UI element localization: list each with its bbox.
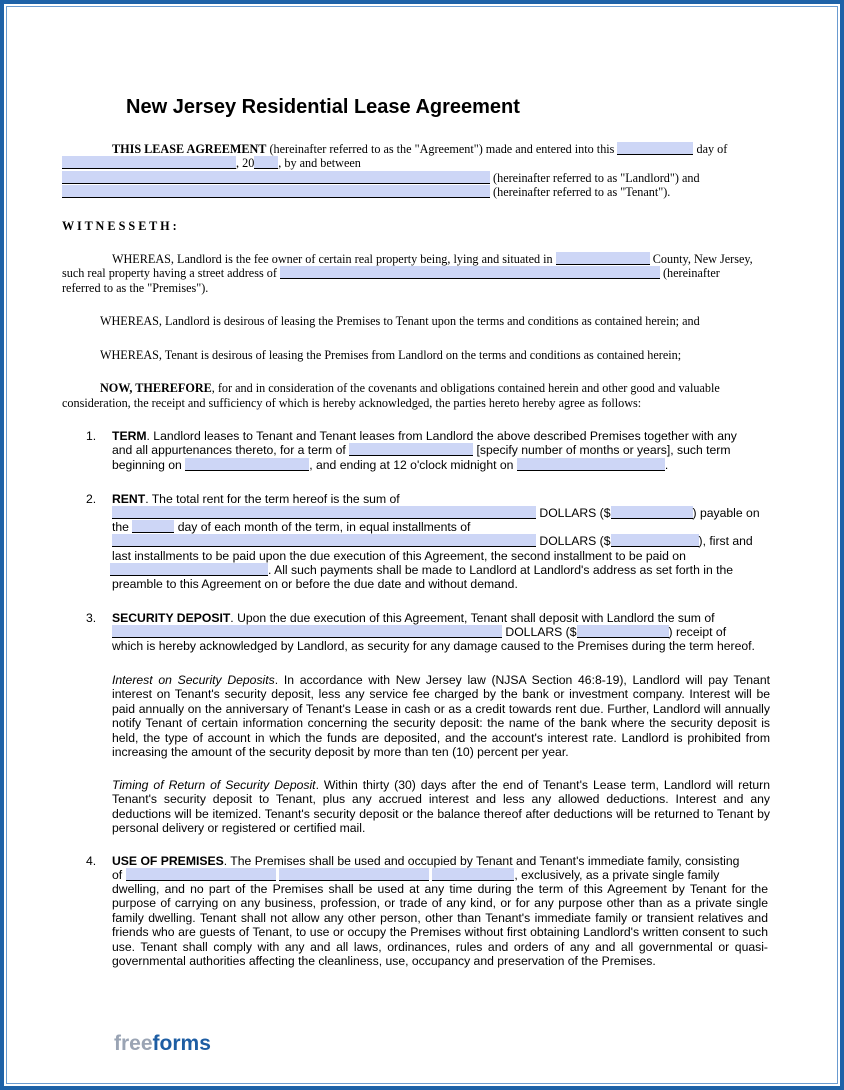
timing-paragraph <box>112 778 770 836</box>
term-line-3 <box>112 458 668 472</box>
rent-number: 2. <box>86 492 97 506</box>
whereas1-text-3: such real property having a street address of <box>62 266 280 280</box>
rent-text-2a: DOLLARS ($ <box>536 506 611 520</box>
use-heading: USE OF PREMISES <box>112 854 224 868</box>
term-heading: TERM <box>112 429 147 443</box>
whereas2-lead: WHEREAS <box>100 314 159 328</box>
intro-line-2 <box>62 156 361 170</box>
whereas1-line-1 <box>112 252 753 266</box>
security-number: 3. <box>86 611 97 625</box>
intro-line-1 <box>112 142 727 156</box>
whereas2-text: , Landlord is desirous of leasing the Premises to Tenant upon the terms and conditions as contained herein; and <box>158 314 700 328</box>
intro-line-3 <box>62 171 700 185</box>
security-deposit-amount-field[interactable] <box>577 625 669 638</box>
use-rest: dwelling, and no part of the Premises shall be used at any time during the term of this Agreement by Tenant for the purpose of carrying on any business, profession, or trade of any kind, or for any purpose other than as a private single family dwelling. Tenant shall not allow any other person, other than Tenant's immediate family or transient relatives and friends who are guests of Tenant, to use or occupy the Premises without first obtaining Landlord's written consent to such use. Tenant shall comply with any and all laws, ordinances, rules and orders of any and all governmental or quasi-governmental authorities affecting the cleanliness, use, occupancy and preservation of the Premises. <box>112 882 768 969</box>
document-title: New Jersey Residential Lease Agreement <box>126 96 520 118</box>
county-field[interactable] <box>556 252 650 265</box>
rent-due-day-field[interactable] <box>132 520 174 533</box>
rent-text-5: last installments to be paid upon the due execution of this Agreement, the second installment to be paid on <box>112 549 686 563</box>
now-therefore-text-2: consideration, the receipt and sufficiency of which is hereby acknowledged, the parties hereto hereby agree as follows: <box>62 396 642 410</box>
term-line-1 <box>112 429 737 443</box>
security-text-3: which is hereby acknowledged by Landlord, as security for any damage caused to the Premises during the term hereof. <box>112 639 755 653</box>
whereas2 <box>100 314 700 328</box>
term-start-date-field[interactable] <box>185 458 309 471</box>
security-line-2 <box>112 625 726 639</box>
use-text-1: . The Premises shall be used and occupied by Tenant and Tenant's immediate family, consisting <box>223 854 740 868</box>
now-therefore-text-1: , for and in consideration of the covenants and obligations contained herein and other good and valuable <box>211 381 720 395</box>
term-text-2b: [specify number of months or years], such term <box>473 443 731 457</box>
whereas1-text-4: (hereinafter <box>659 266 720 280</box>
whereas3-text: , Tenant is desirous of leasing the Premises from Landlord on the terms and conditions as contained herein; <box>158 348 682 362</box>
security-text-2b: ) receipt of <box>668 625 727 639</box>
term-text-3a: beginning on <box>112 458 186 472</box>
rent-text-3b: day of each month of the term, in equal installments of <box>174 520 471 534</box>
rent-line-4 <box>112 534 753 548</box>
interest-paragraph <box>112 673 770 759</box>
agreement-month-field[interactable] <box>62 156 236 169</box>
rent-heading: RENT <box>112 492 146 506</box>
rent-text-3a: the <box>112 520 133 534</box>
intro-landlord: (hereinafter referred to as "Landlord") and <box>490 171 700 185</box>
rent-text-4b: ), first and <box>698 534 753 548</box>
use-text-2b: , exclusively, as a private single family <box>514 868 720 882</box>
rent-text-1: . The total rent for the term hereof is the sum of <box>145 492 400 506</box>
intro-lead: THIS LEASE AGREEMENT <box>112 142 267 156</box>
street-address-field[interactable] <box>280 266 660 279</box>
tenant-name-field[interactable] <box>62 185 490 198</box>
rent-line-6 <box>110 563 733 577</box>
whereas1-text-1: , Landlord is the fee owner of certain real property being, lying and situated in <box>170 252 556 266</box>
term-text-3c: . <box>664 458 669 472</box>
intro-text-2: day of <box>693 142 728 156</box>
intro-text-3: , by and between <box>278 156 361 170</box>
whereas3 <box>100 348 681 362</box>
security-deposit-words-field[interactable] <box>112 625 502 638</box>
agreement-day-field[interactable] <box>617 142 693 155</box>
intro-line-4 <box>62 185 670 199</box>
term-length-field[interactable] <box>349 443 473 456</box>
timing-text: . Within thirty (30) days after the end of Tenant's Lease term, Landlord will return Tenant's security deposit to Tenant, plus any accrued interest and less any allowed deductions. Interest and any deductions will be itemized. Tenant's security deposit or the balance thereof after deductions will be returned to Tenant by personal delivery or registered or certified mail. <box>112 778 771 836</box>
logo-part-free: free <box>114 1032 153 1055</box>
use-text-2a: of <box>112 868 126 882</box>
timing-heading: Timing of Return of Security Deposit <box>112 778 316 792</box>
now-therefore-lead: NOW, THEREFORE <box>100 381 212 395</box>
landlord-name-field[interactable] <box>62 171 490 184</box>
rent-text-6: . All such payments shall be made to Landlord at Landlord's address as set forth in the <box>268 563 734 577</box>
occupant-2-field[interactable] <box>279 868 429 881</box>
term-text-1: . Landlord leases to Tenant and Tenant leases from Landlord the above described Premises together with any <box>146 429 737 443</box>
whereas1-lead: WHEREAS <box>112 252 171 266</box>
security-text-1: . Upon the due execution of this Agreement, Tenant shall deposit with Landlord the sum of <box>230 611 715 625</box>
now-therefore-line-1 <box>100 381 720 395</box>
freeforms-logo <box>114 1032 211 1056</box>
whereas3-lead: WHEREAS <box>100 348 159 362</box>
occupant-1-field[interactable] <box>126 868 276 881</box>
whereas1-text-2: County, New Jersey, <box>649 252 753 266</box>
rent-text-4a: DOLLARS ($ <box>536 534 611 548</box>
term-end-date-field[interactable] <box>517 458 665 471</box>
occupant-3-field[interactable] <box>432 868 514 881</box>
rent-line-1 <box>112 492 400 506</box>
interest-text: . In accordance with New Jersey law (NJSA Section 46:8-19), Landlord will pay Tenant interest on Tenant's security deposit, less any service fee charged by the bank or investment company. Interest will be paid annually on the anniversary of Tenant's Lease in cash or as a credit towards rent due. Further, Landlord will annually notify Tenant of certain information concerning the security deposit: the name of the bank where the security deposit is held, the type of account in which the funds are deposited, and the account's interest rate. Landlord is prohibited from increasing the amount of the security deposit by more than ten (10) percent per year. <box>112 673 770 760</box>
security-text-2a: DOLLARS ($ <box>502 625 577 639</box>
logo-part-forms: forms <box>152 1032 211 1055</box>
term-text-3b: , and ending at 12 o'clock midnight on <box>309 458 517 472</box>
use-number: 4. <box>86 854 97 868</box>
second-installment-date-field[interactable] <box>110 563 268 576</box>
rent-line-3 <box>112 520 470 534</box>
installment-words-field[interactable] <box>112 534 536 547</box>
witnesseth-heading: W I T N E S S E T H : <box>62 219 177 233</box>
term-number: 1. <box>86 429 97 443</box>
use-line-1 <box>112 854 739 868</box>
total-rent-amount-field[interactable] <box>611 506 693 519</box>
use-line-2 <box>112 868 719 882</box>
intro-tenant: (hereinafter referred to as "Tenant"). <box>490 185 671 199</box>
security-heading: SECURITY DEPOSIT <box>112 611 231 625</box>
whereas1-text-5: referred to as the "Premises"). <box>62 281 209 295</box>
installment-amount-field[interactable] <box>611 534 699 547</box>
rent-line-2 <box>112 506 760 520</box>
intro-year-prefix: , 20 <box>236 156 255 170</box>
total-rent-words-field[interactable] <box>112 506 536 519</box>
interest-heading: Interest on Security Deposits <box>112 673 275 687</box>
rent-text-2b: ) payable on <box>692 506 760 520</box>
rent-text-7: preamble to this Agreement on or before the due date and without demand. <box>112 577 518 591</box>
term-line-2 <box>112 443 731 457</box>
security-line-1 <box>112 611 715 625</box>
agreement-year-field[interactable] <box>254 156 278 169</box>
intro-text-1: (hereinafter referred to as the "Agreement") made and entered into this <box>266 142 618 156</box>
term-text-2a: and all appurtenances thereto, for a term of <box>112 443 350 457</box>
whereas1-line-2 <box>62 266 720 280</box>
